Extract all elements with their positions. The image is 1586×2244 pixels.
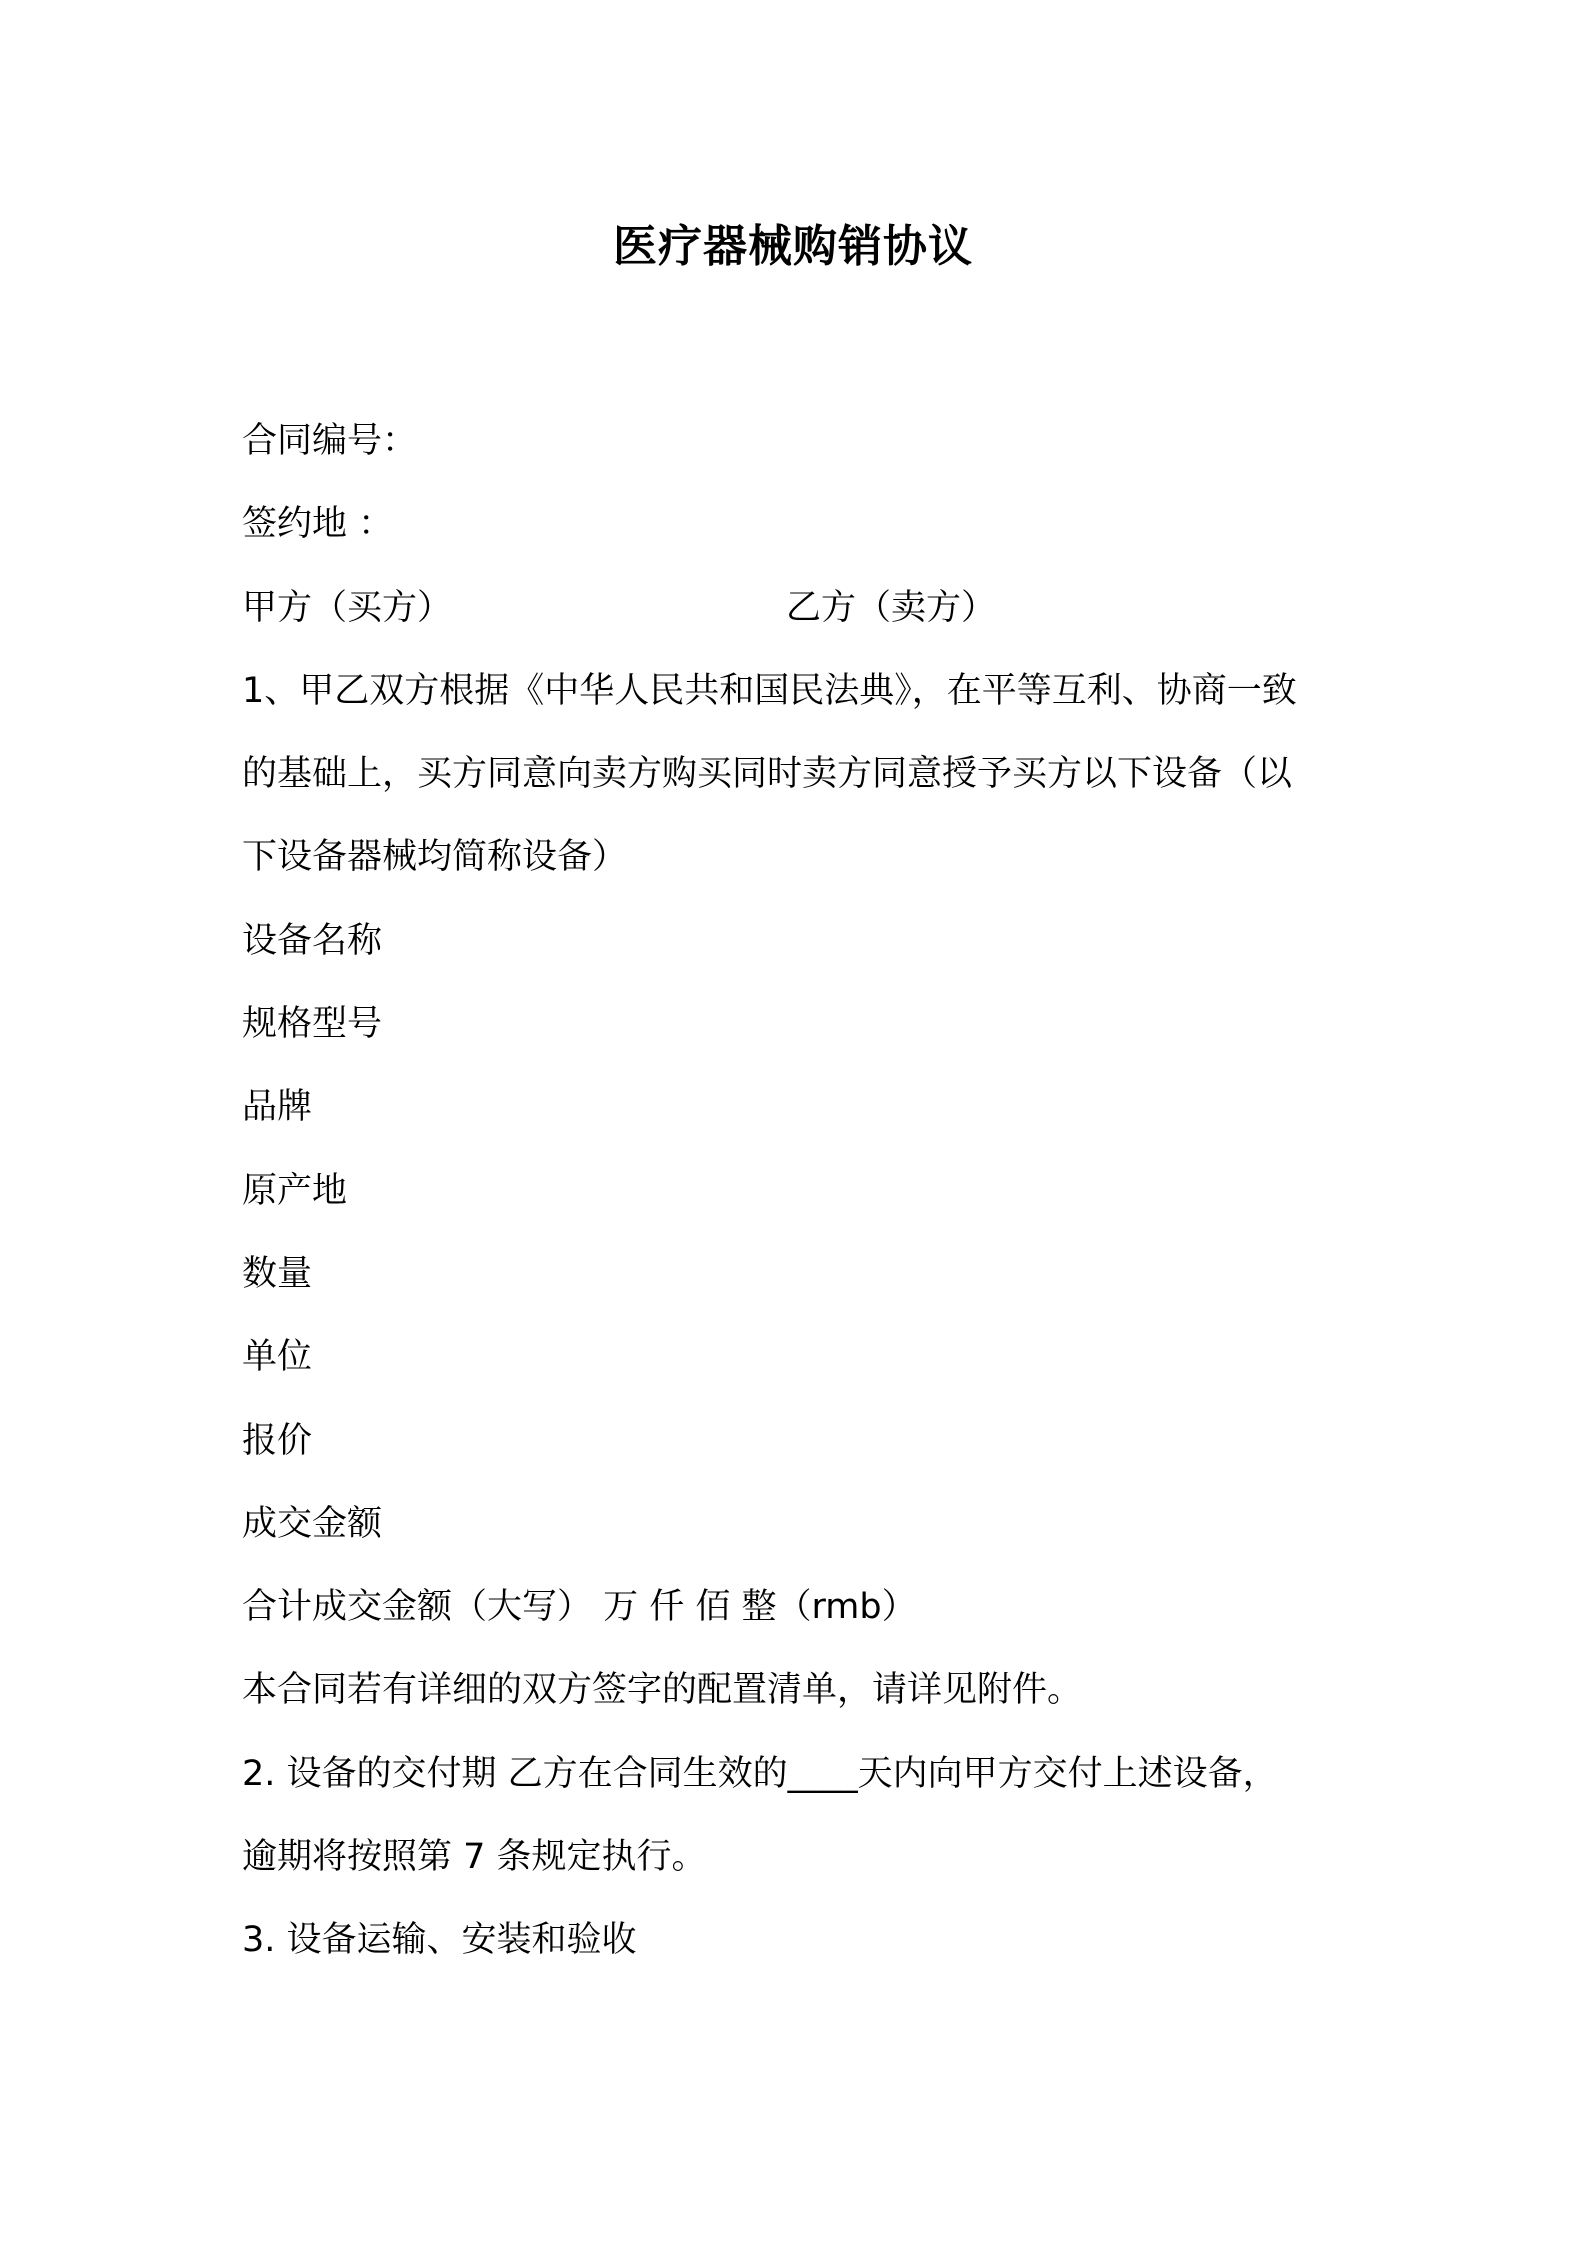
equipment-name-field: 设备名称 [242, 920, 383, 961]
party-a-label: 甲方（买方） [242, 587, 453, 628]
party-b-label: 乙方（卖方） [786, 587, 997, 628]
clause-3-heading: 3. 设备运输、安装和验收 [242, 1920, 637, 1961]
equipment-quantity-field: 数量 [242, 1253, 313, 1294]
equipment-origin-field: 原产地 [242, 1170, 348, 1211]
clause-2-line-1: 2. 设备的交付期 乙方在合同生效的____天内向甲方交付上述设备， [242, 1753, 1278, 1794]
contract-number-label: 合同编号： [242, 421, 418, 461]
equipment-unit-field: 单位 [242, 1337, 313, 1378]
total-amount-line: 合计成交金额（大写） 万 仟 佰 整（rmb） [242, 1587, 917, 1628]
document-title: 医疗器械购销协议 [613, 221, 973, 272]
attachment-note: 本合同若有详细的双方签字的配置清单，请详见附件。 [242, 1670, 1083, 1711]
document-body [242, 400, 1372, 1983]
clause-1-line-3: 下设备器械均简称设备） [242, 837, 628, 878]
clause-1-line-1: 1、甲乙双方根据《中华人民共和国民法典》，在平等互利、协商一致 [242, 670, 1297, 711]
clause-1-line-2: 的基础上，买方同意向卖方购买同时卖方同意授予买方以下设备（以 [242, 754, 1293, 795]
equipment-quote-field: 报价 [242, 1420, 313, 1461]
equipment-brand-field: 品牌 [242, 1087, 313, 1128]
equipment-deal-amount-field: 成交金额 [242, 1503, 383, 1544]
equipment-model-field: 规格型号 [242, 1004, 383, 1045]
signing-place-label: 签约地 ： [242, 504, 394, 545]
clause-2-line-2: 逾期将按照第 7 条规定执行。 [242, 1837, 707, 1878]
parties-row [242, 567, 1372, 650]
